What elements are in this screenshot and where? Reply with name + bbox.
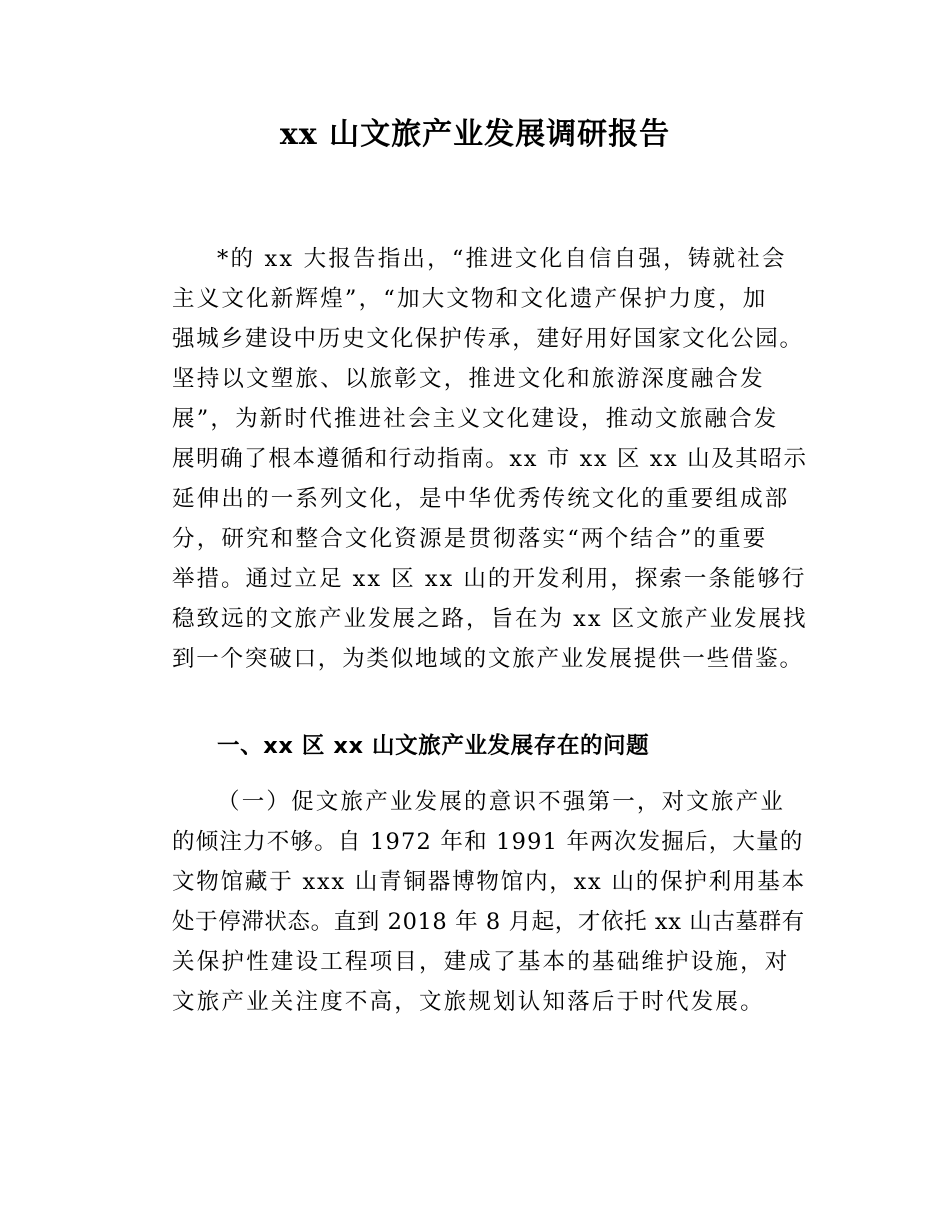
paragraph-line: 稳致远的文旅产业发展之路，旨在为 xx 区文旅产业发展找 (172, 606, 808, 632)
paragraph-line: 的倾注力不够。自 1972 年和 1991 年两次发掘后，大量的 (172, 829, 804, 855)
paragraph-line: 展明确了根本遵循和行动指南。xx 市 xx 区 xx 山及其昭示 (172, 446, 808, 472)
paragraph-line: 举措。通过立足 xx 区 xx 山的开发利用，探索一条能够行 (172, 566, 807, 592)
section-paragraph (172, 782, 808, 1022)
paragraph-line: *的 xx 大报告指出，“推进文化自信自强，铸就社会 (217, 246, 787, 272)
paragraph-line: 展”，为新时代推进社会主义文化建设，推动文旅融合发 (172, 406, 779, 432)
paragraph-line: 到一个突破口，为类似地域的文旅产业发展提供一些借鉴。 (172, 646, 804, 672)
paragraph-line: 分，研究和整合文化资源是贯彻落实“两个结合”的重要 (172, 526, 768, 552)
document-title: xx 山文旅产业发展调研报告 (279, 117, 671, 152)
paragraph-line: 文物馆藏于 xxx 山青铜器博物馆内，xx 山的保护利用基本 (172, 869, 806, 895)
paragraph-line: 主义文化新辉煌”，“加大文物和文化遗产保护力度，加 (172, 286, 768, 312)
paragraph-line: 延伸出的一系列文化，是中华优秀传统文化的重要组成部 (172, 486, 790, 512)
paragraph-line: （一）促文旅产业发展的意识不强第一，对文旅产业 (217, 789, 786, 815)
paragraph-line: 坚持以文塑旅、以旅彰文，推进文化和旅游深度融合发 (172, 366, 765, 392)
paragraph-line: 强城乡建设中历史文化保护传承，建好用好国家文化公园。 (172, 326, 804, 352)
paragraph-line: 处于停滞状态。直到 2018 年 8 月起，才依托 xx 山古墓群有 (172, 909, 805, 935)
intro-paragraph (172, 239, 808, 679)
paragraph-line: 文旅产业关注度不高，文旅规划认知落后于时代发展。 (172, 989, 765, 1015)
section-heading: 一、xx 区 xx 山文旅产业发展存在的问题 (217, 733, 650, 759)
paragraph-line: 关保护性建设工程项目，建成了基本的基础维护设施，对 (172, 949, 790, 975)
